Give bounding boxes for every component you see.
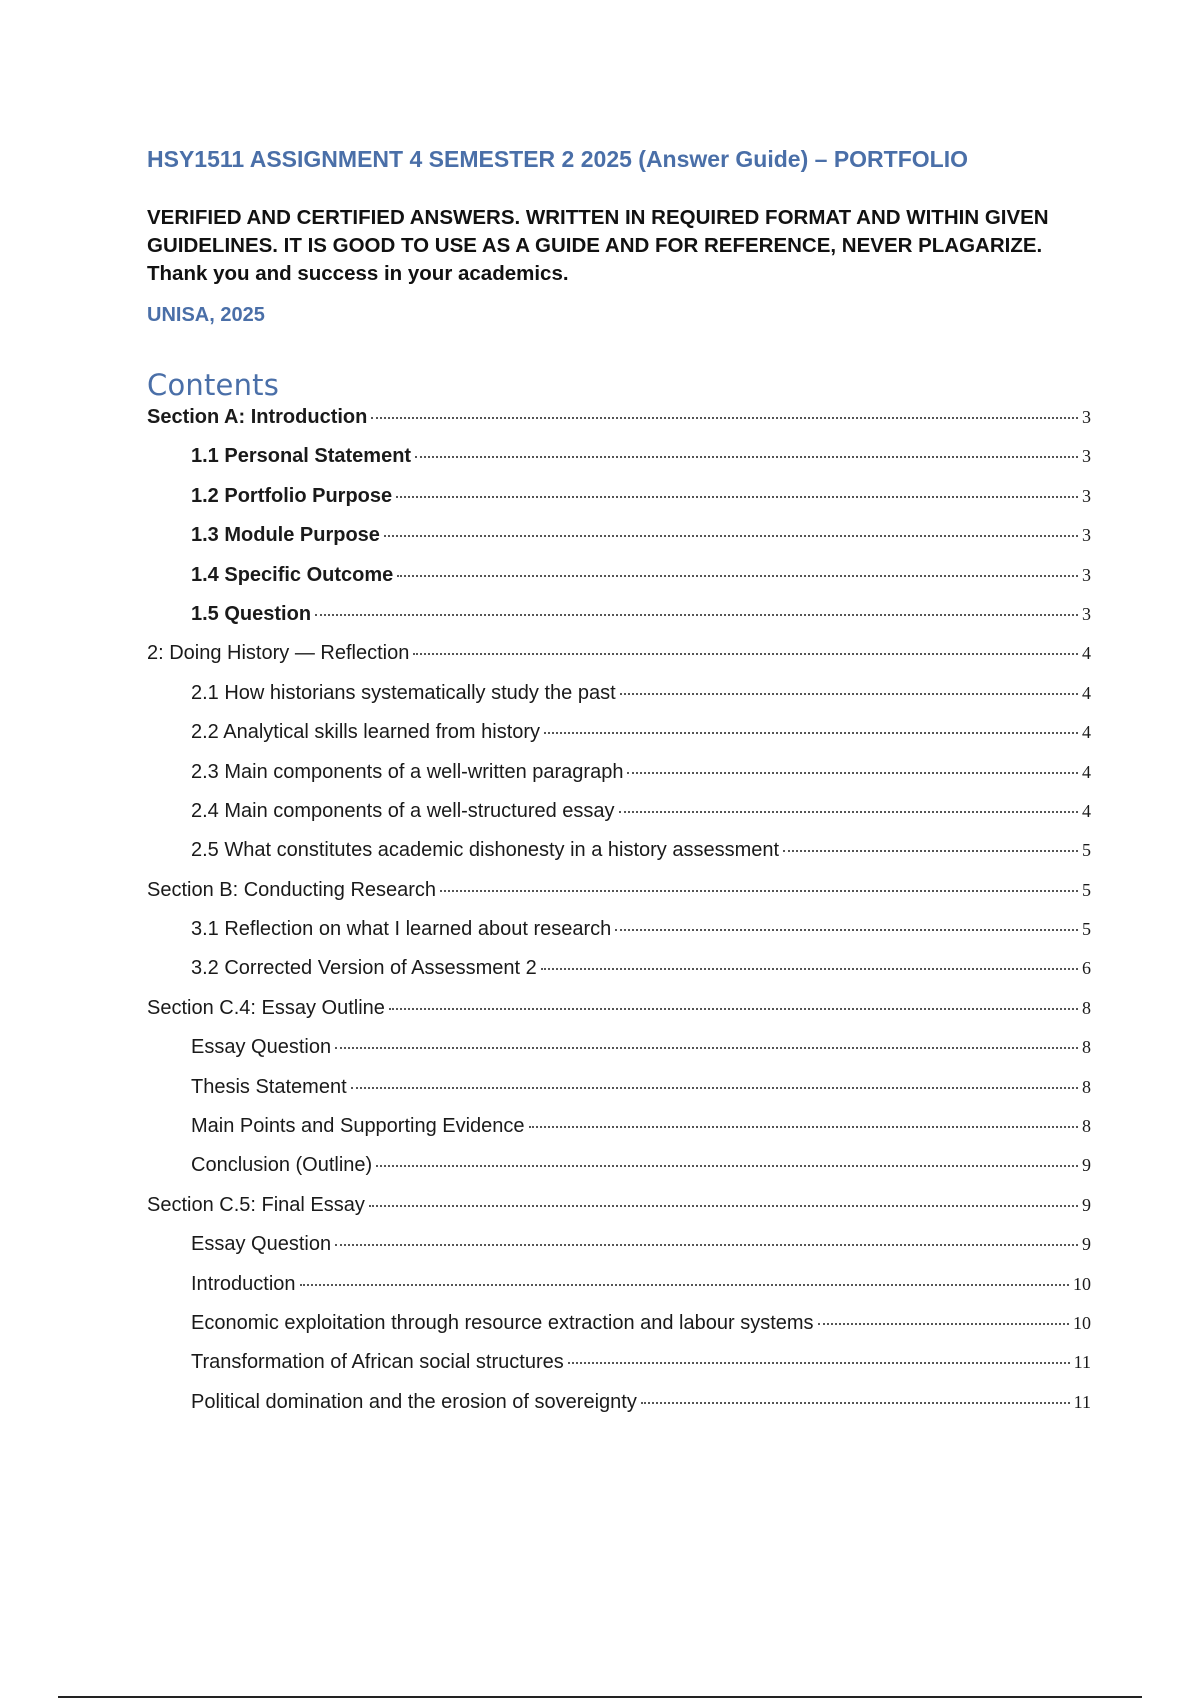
- toc-entry[interactable]: [147, 1391, 1091, 1430]
- toc-entry[interactable]: [147, 524, 1091, 563]
- toc-entry-page: 3: [1082, 525, 1091, 546]
- toc-entry-page: 8: [1082, 1116, 1091, 1137]
- toc-dot-leader: [619, 811, 1078, 813]
- toc-entry[interactable]: [147, 721, 1091, 760]
- toc-dot-leader: [369, 1205, 1078, 1207]
- toc-entry-label: Essay Question: [191, 1233, 332, 1256]
- toc-entry[interactable]: [147, 1115, 1091, 1154]
- toc-dot-leader: [300, 1284, 1069, 1286]
- toc-dot-leader: [818, 1323, 1069, 1325]
- toc-entry-page: 4: [1082, 643, 1091, 664]
- toc-entry-page: 3: [1082, 446, 1091, 467]
- toc-dot-leader: [641, 1402, 1070, 1404]
- toc-entry[interactable]: [147, 1194, 1091, 1233]
- toc-entry-page: 9: [1082, 1194, 1091, 1215]
- toc-dot-leader: [396, 496, 1078, 498]
- toc-entry-label: 1.5 Question: [191, 602, 312, 625]
- toc-entry[interactable]: [147, 1036, 1091, 1075]
- toc-entry-page: 4: [1082, 800, 1091, 821]
- toc-entry[interactable]: [147, 485, 1091, 524]
- toc-entry-label: Essay Question: [191, 1036, 332, 1059]
- toc-dot-leader: [783, 850, 1078, 852]
- toc-entry-page: 9: [1082, 1234, 1091, 1255]
- toc-dot-leader: [529, 1126, 1078, 1128]
- contents-heading: Contents: [147, 368, 280, 402]
- toc-entry-label: 2.1 How historians systematically study the past: [191, 681, 616, 704]
- toc-entry[interactable]: [147, 1273, 1091, 1312]
- toc-entry-page: 11: [1073, 1352, 1091, 1373]
- toc-entry[interactable]: [147, 642, 1091, 681]
- toc-entry[interactable]: [147, 839, 1091, 878]
- toc-dot-leader: [568, 1362, 1070, 1364]
- toc-entry[interactable]: [147, 603, 1091, 642]
- toc-dot-leader: [544, 732, 1078, 734]
- toc-dot-leader: [335, 1047, 1078, 1049]
- toc-entry-label: 2.3 Main components of a well-written paragraph: [191, 760, 624, 783]
- table-of-contents: [147, 406, 1091, 1430]
- toc-entry-page: 9: [1082, 1155, 1091, 1176]
- toc-dot-leader: [371, 417, 1078, 419]
- toc-entry-label: 3.1 Reflection on what I learned about research: [191, 918, 612, 941]
- toc-entry-label: 1.4 Specific Outcome: [191, 563, 394, 586]
- toc-entry-label: Thesis Statement: [191, 1075, 347, 1098]
- toc-entry-page: 3: [1082, 564, 1091, 585]
- toc-entry[interactable]: [147, 1312, 1091, 1351]
- toc-dot-leader: [351, 1087, 1078, 1089]
- toc-entry[interactable]: [147, 800, 1091, 839]
- toc-entry-page: 8: [1082, 997, 1091, 1018]
- toc-entry[interactable]: [147, 564, 1091, 603]
- toc-entry-page: 6: [1082, 958, 1091, 979]
- toc-dot-leader: [627, 772, 1078, 774]
- toc-entry[interactable]: [147, 879, 1091, 918]
- toc-entry[interactable]: [147, 1233, 1091, 1272]
- toc-entry-label: Main Points and Supporting Evidence: [191, 1115, 525, 1138]
- toc-entry-page: 4: [1082, 682, 1091, 703]
- document-title: HSY1511 ASSIGNMENT 4 SEMESTER 2 2025 (Answer Guide) – PORTFOLIO: [147, 146, 968, 172]
- toc-dot-leader: [541, 968, 1078, 970]
- toc-entry-page: 3: [1082, 485, 1091, 506]
- toc-entry[interactable]: [147, 761, 1091, 800]
- toc-entry-page: 3: [1082, 603, 1091, 624]
- toc-entry[interactable]: [147, 1351, 1091, 1390]
- toc-entry-label: 2.4 Main components of a well-structured essay: [191, 799, 615, 822]
- toc-entry-page: 4: [1082, 722, 1091, 743]
- toc-entry[interactable]: [147, 445, 1091, 484]
- toc-entry-page: 5: [1082, 879, 1091, 900]
- toc-entry-label: Political domination and the erosion of sovereignty: [191, 1390, 637, 1413]
- toc-entry-label: 1.2 Portfolio Purpose: [191, 484, 393, 507]
- toc-entry-label: 1.1 Personal Statement: [191, 445, 412, 468]
- toc-entry[interactable]: [147, 1154, 1091, 1193]
- toc-dot-leader: [384, 535, 1078, 537]
- toc-entry-page: 5: [1082, 919, 1091, 940]
- toc-entry-page: 8: [1082, 1037, 1091, 1058]
- toc-entry-page: 5: [1082, 840, 1091, 861]
- toc-dot-leader: [415, 456, 1078, 458]
- toc-entry[interactable]: [147, 918, 1091, 957]
- toc-entry-label: 2: Doing History — Reflection: [147, 642, 410, 665]
- toc-entry-page: 8: [1082, 1076, 1091, 1097]
- toc-dot-leader: [315, 614, 1078, 616]
- toc-entry-label: Section B: Conducting Research: [147, 878, 437, 901]
- toc-dot-leader: [335, 1244, 1078, 1246]
- toc-entry-label: Economic exploitation through resource extraction and labour systems: [191, 1311, 814, 1334]
- toc-dot-leader: [620, 693, 1078, 695]
- toc-entry[interactable]: [147, 997, 1091, 1036]
- toc-entry[interactable]: [147, 957, 1091, 996]
- toc-dot-leader: [413, 653, 1078, 655]
- toc-entry-label: Section C.5: Final Essay: [147, 1193, 365, 1216]
- toc-dot-leader: [397, 575, 1078, 577]
- toc-entry[interactable]: [147, 1076, 1091, 1115]
- toc-entry-label: Transformation of African social structures: [191, 1351, 564, 1374]
- toc-entry[interactable]: [147, 406, 1091, 445]
- toc-entry-label: Introduction: [191, 1272, 296, 1295]
- toc-entry-page: 3: [1082, 407, 1091, 427]
- toc-dot-leader: [615, 929, 1078, 931]
- toc-entry-page: 10: [1073, 1273, 1091, 1294]
- toc-dot-leader: [376, 1165, 1078, 1167]
- toc-entry[interactable]: [147, 682, 1091, 721]
- toc-entry-page: 10: [1073, 1312, 1091, 1333]
- toc-dot-leader: [440, 890, 1078, 892]
- toc-entry-label: 3.2 Corrected Version of Assessment 2: [191, 957, 537, 980]
- toc-entry-label: 1.3 Module Purpose: [191, 524, 380, 547]
- toc-entry-label: Section C.4: Essay Outline: [147, 996, 385, 1019]
- notice-text: VERIFIED AND CERTIFIED ANSWERS. WRITTEN IN REQUIRED FORMAT AND WITHIN GIVEN GUIDELINES. IT IS GOOD TO USE AS A GUIDE AND FOR REFERENCE, NEVER PLAGARIZE. Thank you and success in your academics.: [147, 206, 1049, 285]
- toc-entry-page: 11: [1073, 1391, 1091, 1412]
- toc-entry-label: 2.5 What constitutes academic dishonesty in a history assessment: [191, 839, 780, 862]
- toc-entry-label: Conclusion (Outline): [191, 1154, 373, 1177]
- toc-entry-page: 4: [1082, 761, 1091, 782]
- toc-entry-label: 2.2 Analytical skills learned from history: [191, 721, 541, 744]
- institution-year: UNISA, 2025: [147, 304, 265, 326]
- toc-dot-leader: [389, 1008, 1078, 1010]
- toc-entry-label: Section A: Introduction: [147, 406, 368, 428]
- page-bottom-rule: [58, 1696, 1142, 1698]
